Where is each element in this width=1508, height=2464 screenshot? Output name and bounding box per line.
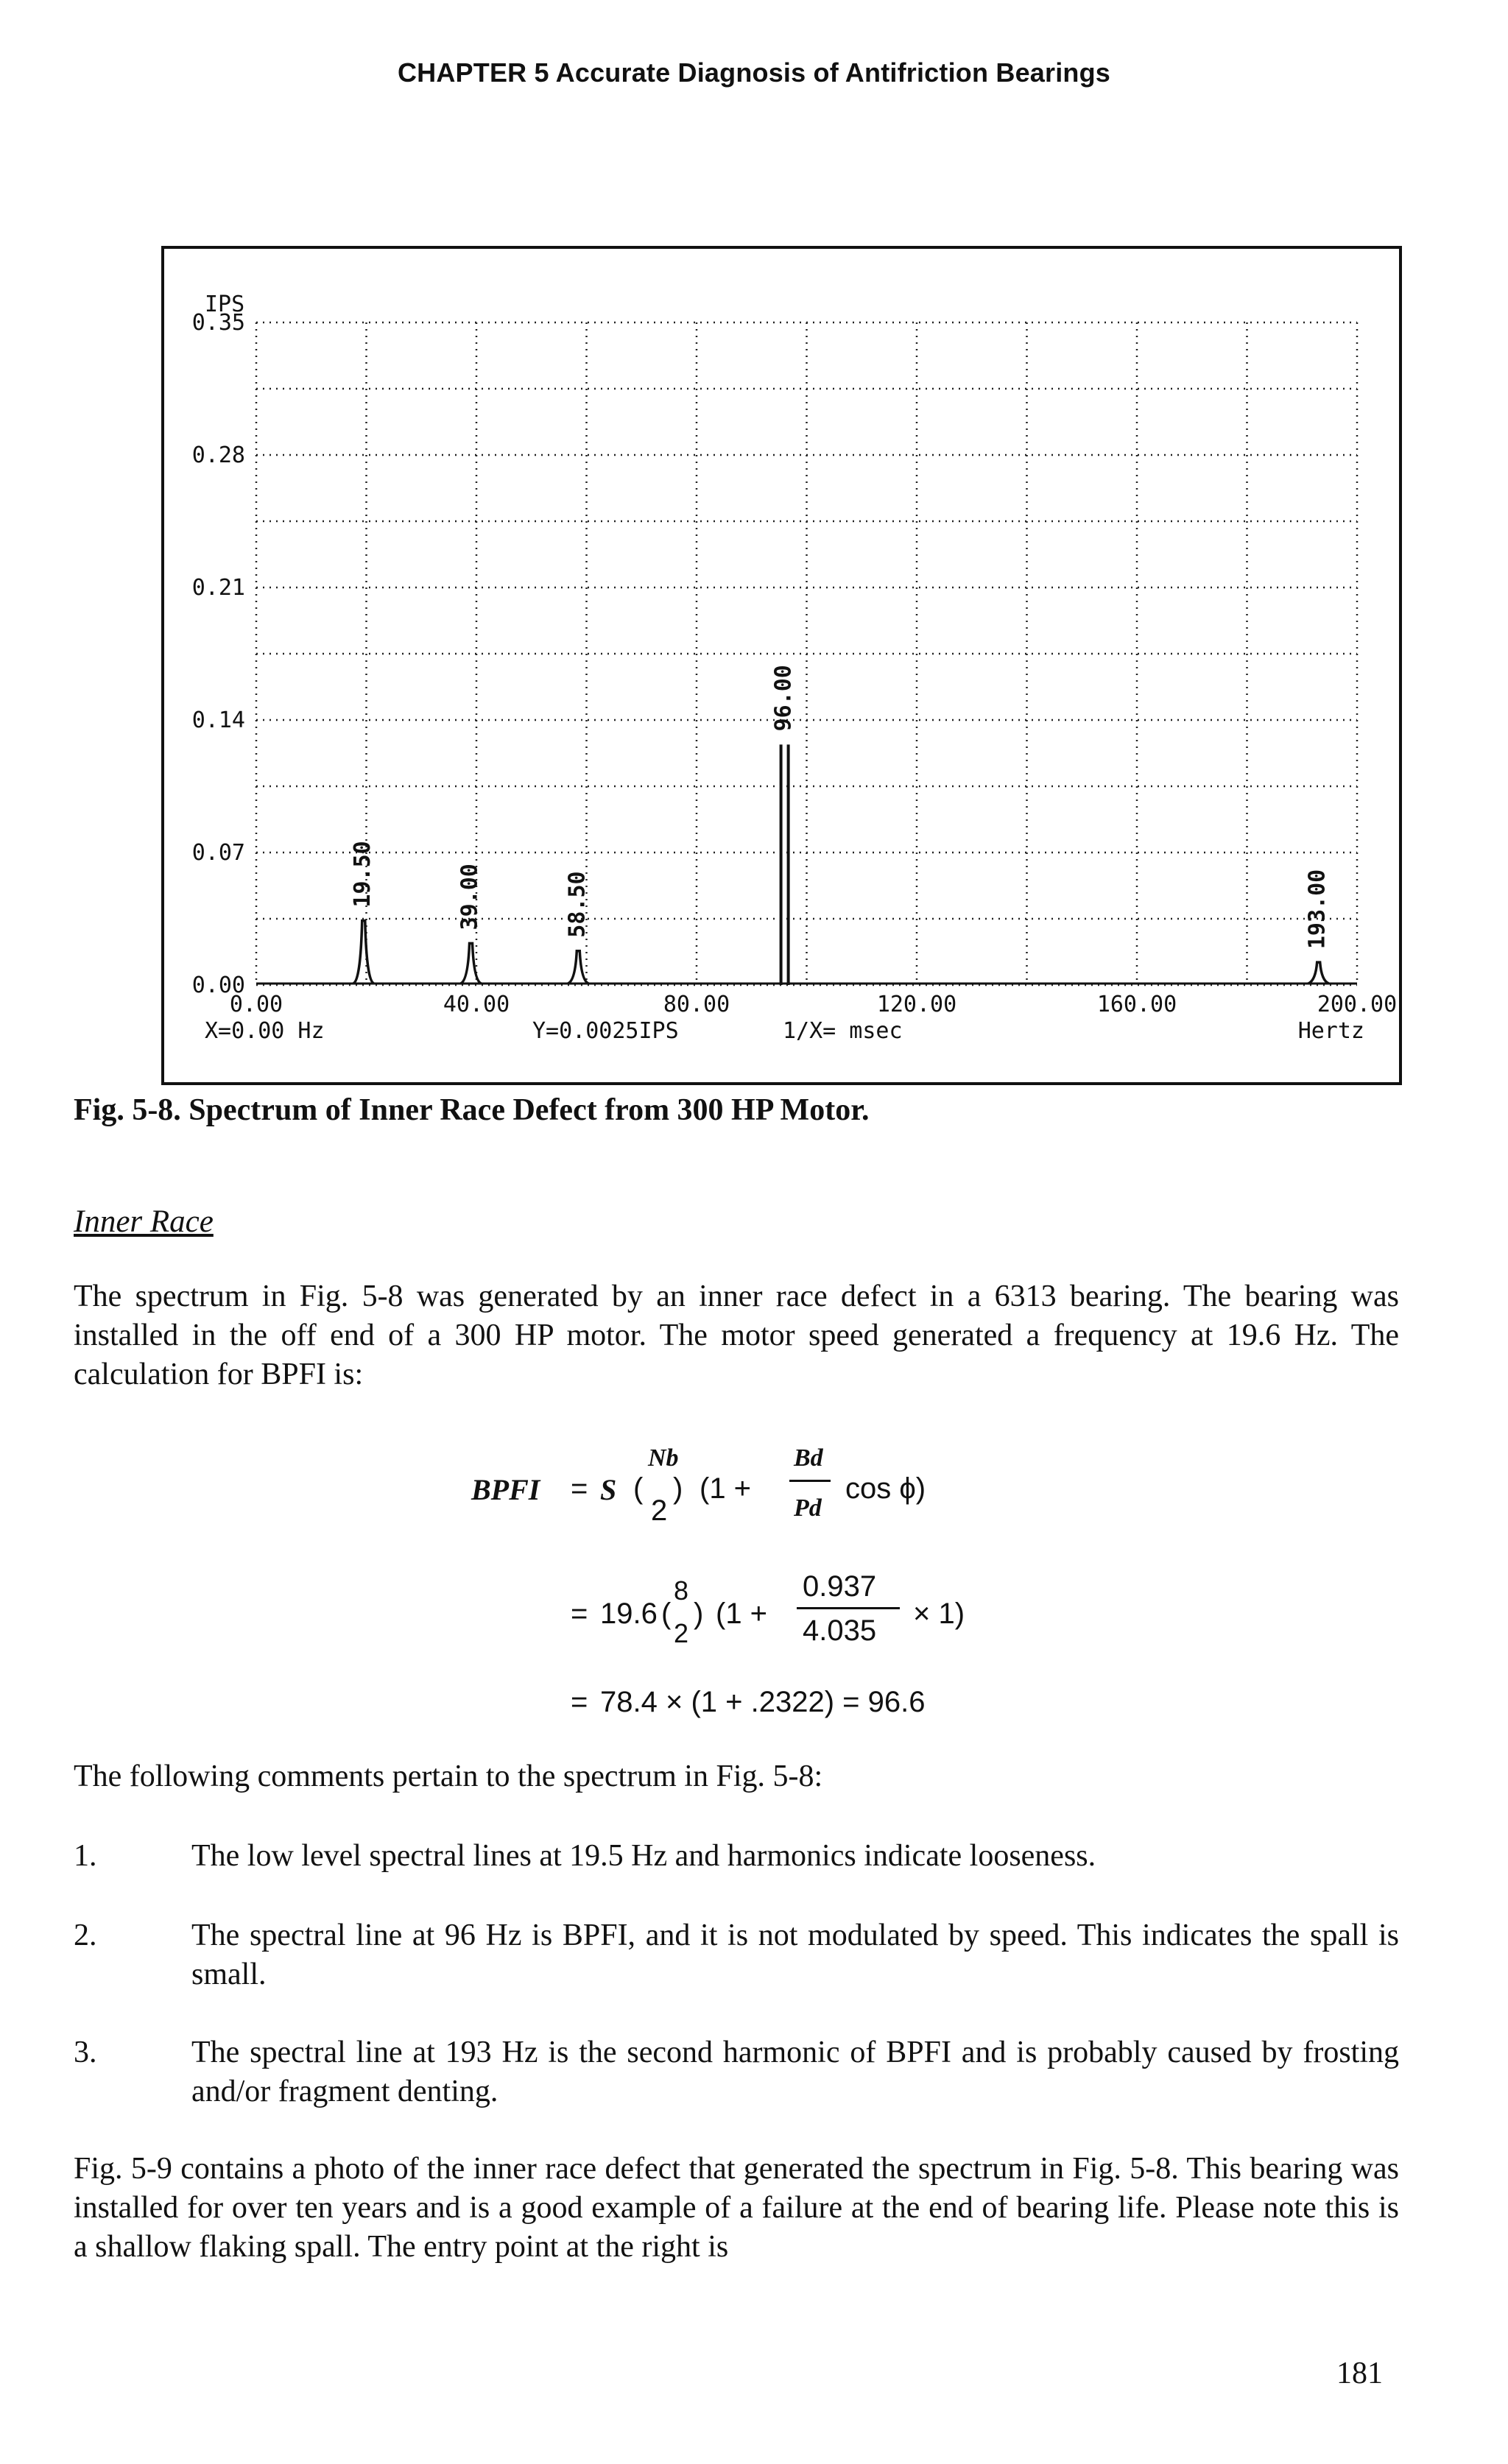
eq-equals-3: = xyxy=(571,1686,588,1718)
eq-equals-2: = xyxy=(571,1598,588,1630)
x-tick-label: 120.00 xyxy=(876,992,957,1017)
eq-fraction-bar-2 xyxy=(797,1607,900,1609)
eq-line3: 78.4 × (1 + .2322) = 96.6 xyxy=(600,1686,926,1718)
eq-bd: Bd xyxy=(794,1444,823,1472)
figure-frame xyxy=(161,246,1402,1085)
paragraph-intro: The spectrum in Fig. 5-8 was generated by an inner race defect in a 6313 bearing. The bearing was installed in the off end of a 300 HP motor. The motor speed generated a frequency at 19.6 Hz. The calculation for BPFI is: xyxy=(74,1279,1399,1391)
eq-s: S xyxy=(600,1473,617,1506)
figure-caption: Fig. 5-8. Spectrum of Inner Race Defect from 300 HP Motor. xyxy=(74,1093,870,1127)
eq-one-plus: (1 + xyxy=(700,1472,752,1505)
peak-label: 96.00 xyxy=(770,665,797,732)
y-tick-label: 0.14 xyxy=(191,707,245,733)
eq-paren-open: ( xyxy=(633,1472,644,1505)
section-title: Inner Race xyxy=(74,1204,214,1239)
y-tick-label: 0.21 xyxy=(191,575,245,601)
eq-cos: cos ϕ) xyxy=(845,1472,926,1505)
spectrum-peak xyxy=(353,921,374,984)
eq-eight: 8 xyxy=(674,1575,689,1606)
period-readout: 1/X= msec xyxy=(783,1018,903,1044)
eq-equals-1: = xyxy=(571,1472,588,1505)
eq-4035: 4.035 xyxy=(803,1614,877,1647)
x-axis-label: Hertz xyxy=(1297,1018,1364,1044)
eq-19-6: 19.6 xyxy=(600,1598,658,1630)
eq-two-den: 2 xyxy=(674,1618,689,1648)
list-number: 1. xyxy=(74,1839,97,1873)
x-tick-label: 200.00 xyxy=(1317,992,1398,1017)
eq-paren-open-2: ( xyxy=(661,1598,672,1630)
list-item xyxy=(74,1837,1399,1881)
eq-paren-close: ) xyxy=(673,1472,683,1505)
paragraph-comments-intro: The following comments pertain to the spectrum in Fig. 5-8: xyxy=(74,1759,823,1793)
eq-pd: Pd xyxy=(794,1494,822,1522)
eq-two: 2 xyxy=(651,1494,668,1527)
eq-0937: 0.937 xyxy=(803,1570,877,1603)
spectrum-chart xyxy=(164,249,1399,1082)
y-tick-label: 0.35 xyxy=(191,310,245,336)
eq-lhs: BPFI xyxy=(471,1473,540,1506)
x-tick-label: 80.00 xyxy=(663,992,730,1017)
x-tick-label: 40.00 xyxy=(443,992,510,1017)
eq-paren-close-2: ) xyxy=(694,1598,704,1630)
eq-times-one: × 1) xyxy=(913,1598,965,1630)
eq-nb: Nb xyxy=(648,1444,679,1472)
list-text: The spectral line at 193 Hz is the second harmonic of BPFI and is probably caused by frosting and/or fragment denting. xyxy=(191,2036,1399,2108)
spectrum-peak xyxy=(461,943,482,984)
y-axis-unit: IPS xyxy=(205,292,245,317)
peak-label: 193.00 xyxy=(1304,869,1331,950)
list-text: The spectral line at 96 Hz is BPFI, and it is not modulated by speed. This indicates the spall is small. xyxy=(191,1918,1399,1991)
peak-label: 58.50 xyxy=(564,871,591,938)
cursor-y-readout: Y=0.0025IPS xyxy=(532,1018,679,1044)
peak-label: 39.00 xyxy=(457,864,483,931)
eq-one-plus-2: (1 + xyxy=(716,1598,768,1630)
y-tick-label: 0.00 xyxy=(191,972,245,998)
list-item xyxy=(74,2033,1399,2114)
chapter-header: CHAPTER 5 Accurate Diagnosis of Antifriction Bearings xyxy=(397,57,1111,88)
x-tick-label: 160.00 xyxy=(1096,992,1177,1017)
eq-fraction-bar-1 xyxy=(789,1480,831,1482)
paragraph-photo-intro: Fig. 5-9 contains a photo of the inner race defect that generated the spectrum in Fig. 5-8. This bearing was installed for over ten years and is a good example of a failure at the end of bearing life. Please note this is a shallow flaking spall. The entry point at the right is xyxy=(74,2152,1399,2264)
peak-label: 19.50 xyxy=(349,841,376,908)
spectrum-peak xyxy=(1308,962,1329,984)
list-item xyxy=(74,1916,1399,1997)
y-tick-label: 0.07 xyxy=(191,840,245,866)
list-number: 3. xyxy=(74,2036,97,2069)
y-tick-label: 0.28 xyxy=(191,442,245,468)
list-number: 2. xyxy=(74,1918,97,1952)
cursor-x-readout: X=0.00 Hz xyxy=(205,1018,325,1044)
list-text: The low level spectral lines at 19.5 Hz and harmonics indicate looseness. xyxy=(191,1839,1096,1873)
spectrum-peak xyxy=(568,951,588,984)
x-tick-label: 0.00 xyxy=(229,992,283,1017)
page-number: 181 xyxy=(1336,2357,1383,2390)
